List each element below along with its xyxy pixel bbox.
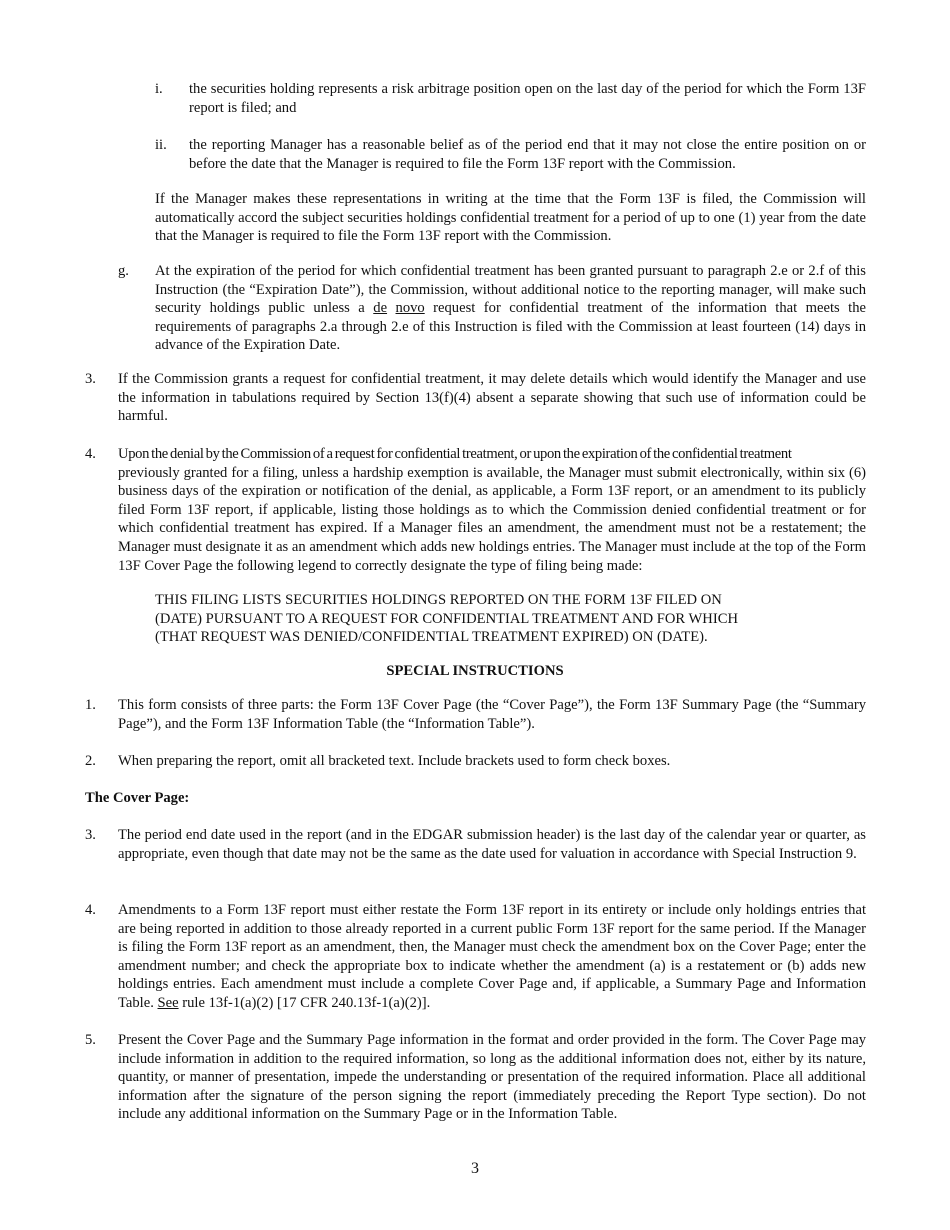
paragraph-3-text: If the Commission grants a request for confidential treatment, it may delete details which would identify the Manager and use the information in tabulations required by Section 13(f)(4) absent a separate showing that such use of information could be harmful.	[118, 371, 866, 425]
see-underlined: See	[157, 994, 179, 1011]
legend-line-2: (DATE) PURSUANT TO A REQUEST FOR CONFIDENTIAL TREATMENT AND FOR WHICH	[155, 610, 738, 627]
item-i-text: the securities holding represents a risk arbitrage position open on the last day of the period for which the Form 13F report is filed; and	[189, 81, 866, 116]
special-4-text-before: Amendments to a Form 13F report must either restate the Form 13F report in its entirety or include only holdings entries that are being reported in addition to those already reported in a current public Form 13F report for the same period. If the Manager is filing the Form 13F report as an amendment, then, the Manager must check the amendment box on the Cover Page; enter the amendment number; and check the appropriate box to indicate whether the amendment (a) is a restatement or (b) adds new holdings entries. Each amendment must include a complete Cover Page and, if applicable, a Summary Page and Information Table.	[118, 902, 866, 1011]
paragraph-4-text: previously granted for a filing, unless a hardship exemption is available, the Manager must submit electronically, within six (6) business days of the expiration or notification of the denial, as applicable, a Form 13F report, or an amendment to its publicly filed Form 13F report, if applicable, listing those holdings as to which the Commission denied confidential treatment or for which confidential treatment has expired. If a Manager files an amendment, the amendment must not be a restatement; the Manager must designate it as an amendment which adds new holdings entries. The Manager must include at the top of the Form 13F Cover Page the following legend to correctly designate the type of filing being made:	[118, 464, 866, 574]
special-instructions-heading: SPECIAL INSTRUCTIONS	[386, 663, 564, 679]
special-5-number: 5.	[85, 1032, 96, 1048]
item-i-number: i.	[155, 81, 163, 97]
special-5-text: Present the Cover Page and the Summary Page information in the format and order provided in the form. The Cover Page may include information in addition to the required information, so long as the additional information does not, either by its nature, quantity, or manner of presentation, impede the understanding or presentation of the required information. Place all additional information after the signature of the person signing the report (immediately preceding the Report Type section). Do not include any additional information on the Summary Page or in the Information Table.	[118, 1032, 866, 1123]
special-2-text: When preparing the report, omit all bracketed text. Include brackets used to form check boxes.	[118, 753, 671, 769]
legend-line-1: THIS FILING LISTS SECURITIES HOLDINGS REPORTED ON THE FORM 13F FILED ON	[155, 592, 722, 608]
cover-page-heading: The Cover Page:	[85, 790, 190, 806]
special-3-text: The period end date used in the report (and in the EDGAR submission header) is the last day of the calendar year or quarter, as appropriate, even though that date may not be the same as the date used for valuation in accordance with Special Instruction 9.	[118, 827, 866, 862]
paragraph-3-number: 3.	[85, 371, 96, 387]
special-4-number: 4.	[85, 902, 96, 918]
item-ii-number: ii.	[155, 137, 167, 153]
item-g-number: g.	[118, 263, 129, 279]
item-ii-text: the reporting Manager has a reasonable belief as of the period end that it may not close the entire position on or before the date that the Manager is required to file the Form 13F report with the Commission.	[189, 137, 866, 172]
special-2-number: 2.	[85, 753, 96, 769]
item-g-text	[155, 262, 866, 355]
item-g-text-before: At the expiration of the period for which confidential treatment has been granted pursuant to paragraph 2.e or 2.f of this Instruction (the “Expiration Date”), the Commission, without additional notice to the reporting manager, will make such security holdings public unless a	[155, 263, 866, 317]
paragraph-4-number: 4.	[85, 446, 96, 462]
representation-paragraph: If the Manager makes these representations in writing at the time that the Form 13F is filed, the Commission will automatically accord the subject securities holdings confidential treatment for a period of up to one (1) year from the date that the Manager is required to file the Form 13F report with the Commission.	[155, 191, 866, 245]
novo-underlined: novo	[395, 300, 425, 317]
special-3-number: 3.	[85, 827, 96, 843]
item-g-text-after: request for confidential treatment of the information that meets the requirements of paragraphs 2.a through 2.e of this Instruction is filed with the Commission at least fourteen (14) days in advance of the Expiration Date.	[155, 300, 866, 354]
legend-line-3: (THAT REQUEST WAS DENIED/CONFIDENTIAL TREATMENT EXPIRED) ON (DATE).	[155, 629, 708, 646]
special-4-text-after: rule 13f-1(a)(2) [17 CFR 240.13f-1(a)(2)].	[178, 994, 431, 1011]
de-underlined: de	[373, 300, 388, 317]
filing-legend	[155, 591, 866, 647]
special-4-text	[118, 901, 866, 1013]
special-1-text: This form consists of three parts: the Form 13F Cover Page (the “Cover Page”), the Form 13F Summary Page (the “Summary Page”), and the Form 13F Information Table (the “Information Table”).	[118, 697, 866, 732]
paragraph-4-first-line: Upon the denial by the Commission of a request for confidential treatment, or upon the expiration of the confidential treatment	[118, 446, 792, 462]
special-1-number: 1.	[85, 697, 96, 713]
page-number: 3	[471, 1160, 479, 1177]
